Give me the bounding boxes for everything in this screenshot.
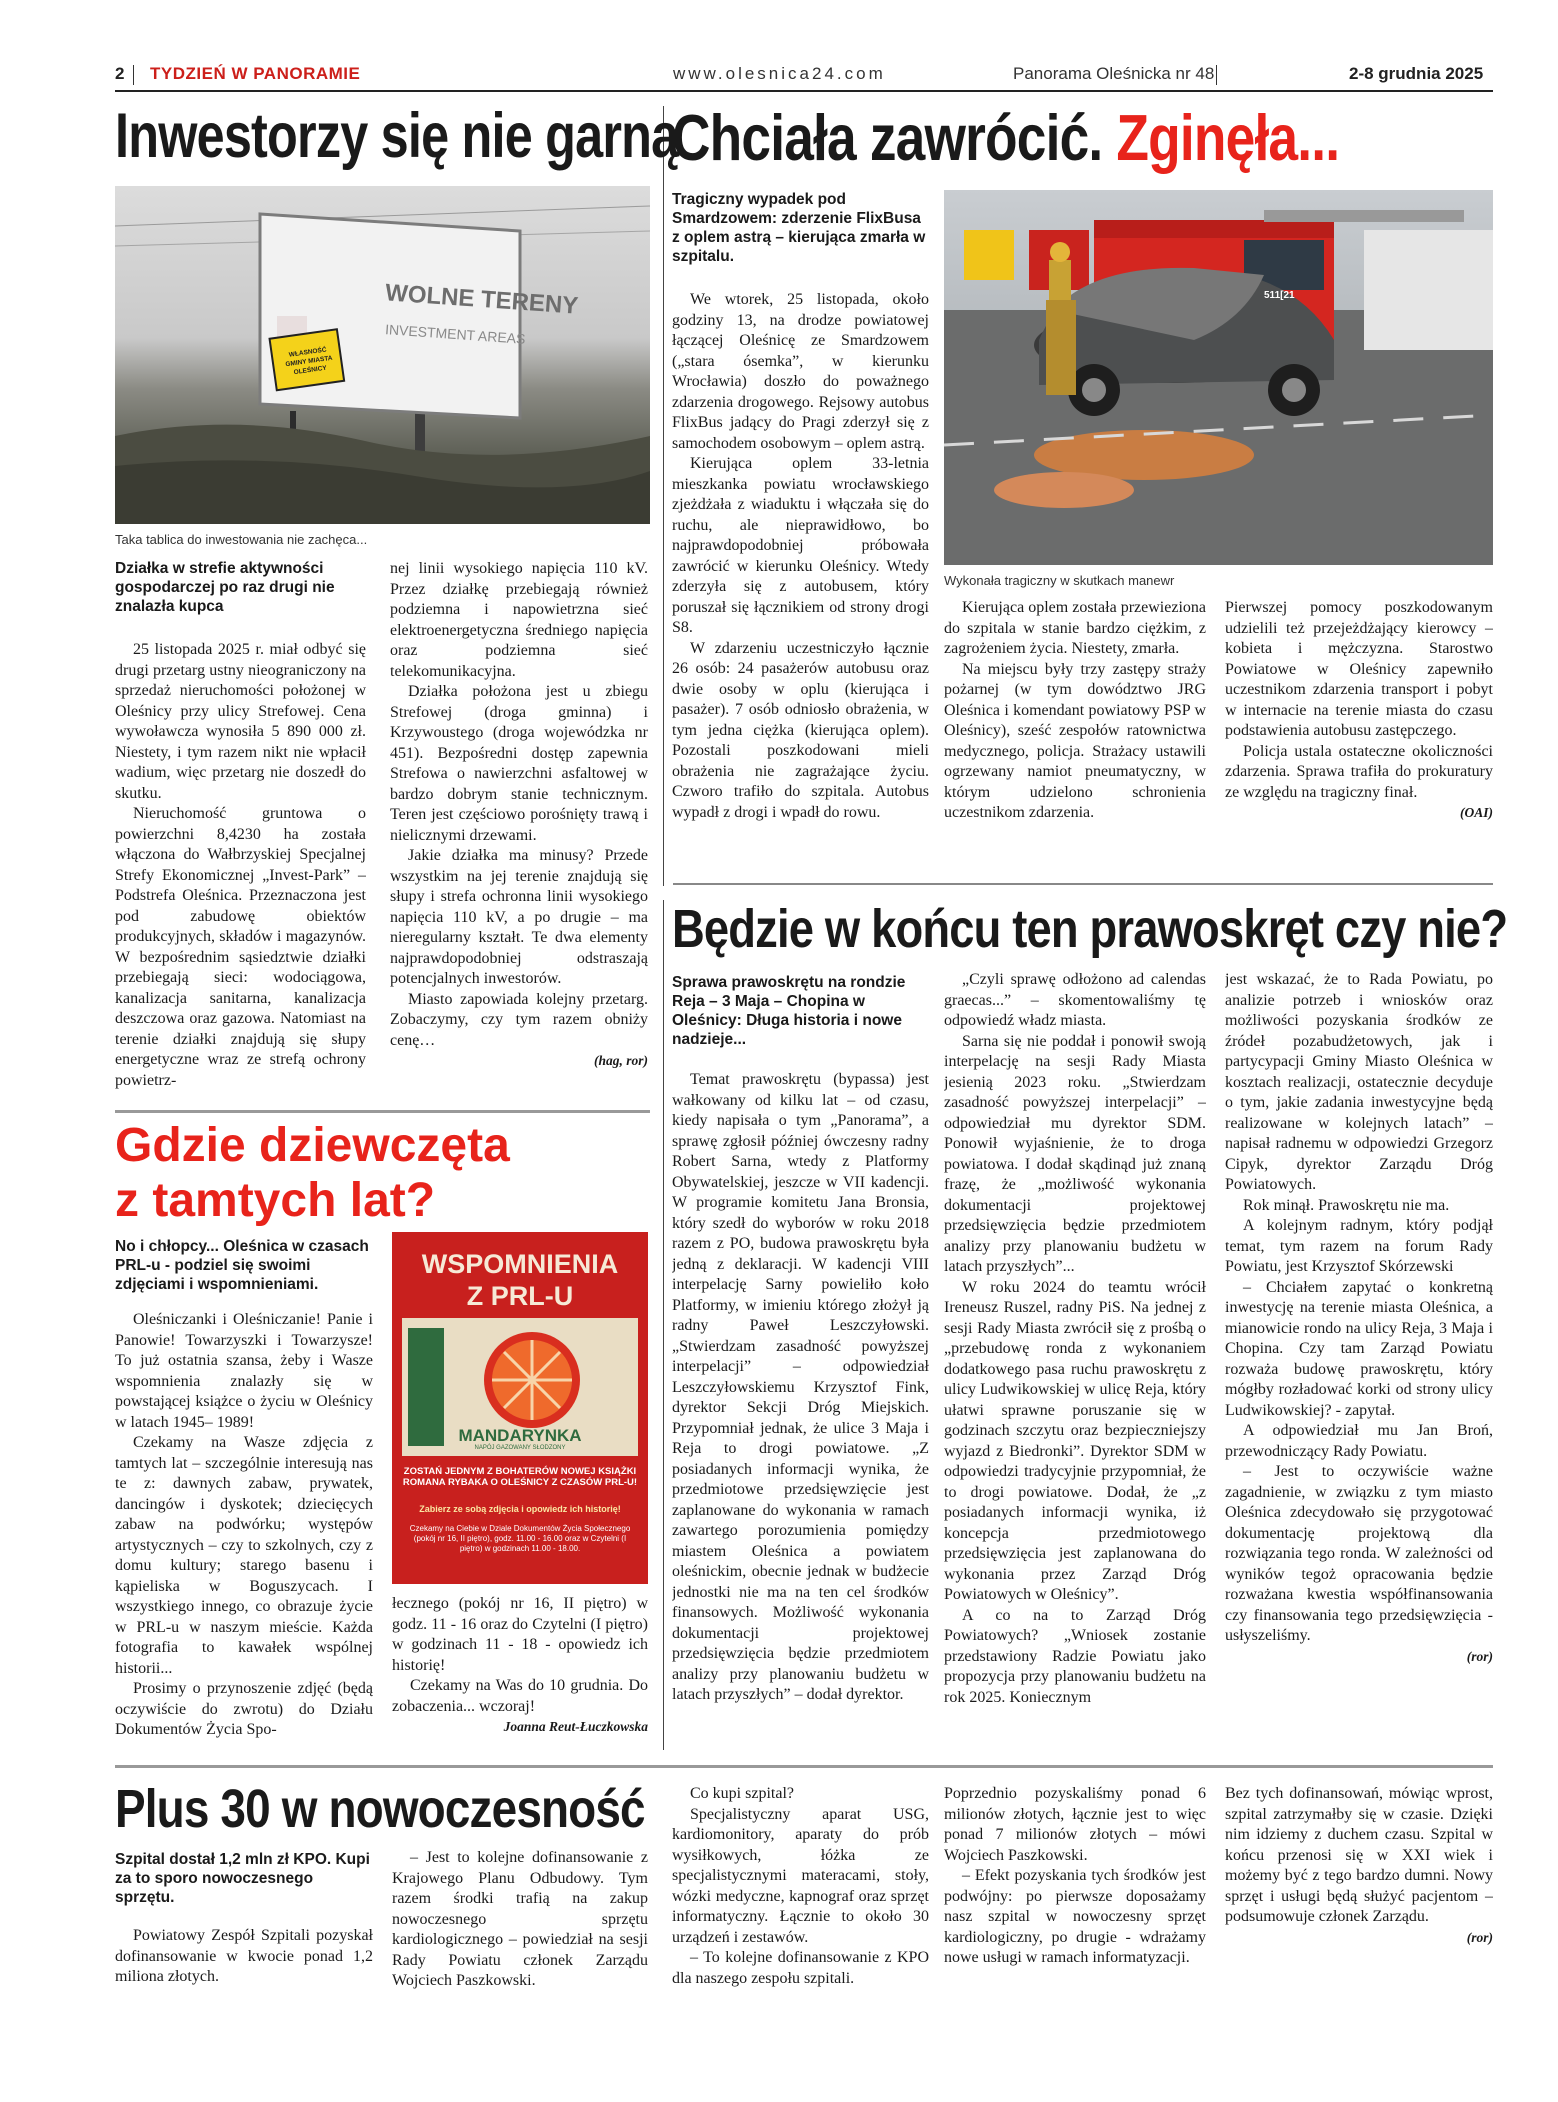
crash-photo xyxy=(944,190,1493,565)
crash-illustration xyxy=(944,190,1493,565)
section-separator xyxy=(115,1110,650,1113)
page-number: 2 xyxy=(115,64,125,83)
header-divider-2 xyxy=(1216,65,1217,85)
paragraph: Poprzednio pozyskaliśmy ponad 6 milionów złotych, łącznie jest to więc ponad 7 milionów złotych – mówi Wojciech Paszkowski. xyxy=(944,1785,1206,1864)
paragraph: Specjalistyczny aparat USG, kardiomonitory, aparaty do prób wysiłkowych, łóżka ze specjalistycznymi materacami, stoły, wózki medyczne, kapnograf oraz sprzęt informatyczny. Łącznie to około 30 urządzeń i zestawów. xyxy=(672,1805,929,1946)
paragraph: Czekamy na Was do 10 grudnia. Do zobaczenia... wczoraj! xyxy=(392,1677,648,1715)
article-lead: Tragiczny wypadek pod Smardzowem: zderzenie FlixBusa z oplem astrą – kierująca zmarła w szpitalu. xyxy=(672,191,926,265)
paragraph: Rok minął. Prawoskrętu nie ma. xyxy=(1243,1196,1450,1214)
article-column xyxy=(1225,1784,1493,2084)
poster-label xyxy=(402,1318,638,1456)
billboard-text: WOLNE TERENY xyxy=(384,279,580,320)
paragraph: Oleśniczanki i Oleśniczanie! Panie i Panowie! Towarzyszki i Towarzysze! To już ostatnia szansa, żeby i Wasze wspomnienia znalazły się w powstającej książce o życiu w Oleśnicy w latach 1945– 1989! xyxy=(115,1311,373,1431)
paragraph: Na miejscu były trzy zastępy straży pożarnej (w tym dowództwo JRG Oleśnica i komendant powiatowy PSP w Oleśnicy), sześć zespołów ratownictwa medycznego, policja. Strażacy ustawili ogrzewany namiot pneumatyczny, w którym udzielono schronienia uczestnikom zdarzenia. xyxy=(944,660,1206,821)
poster-small-text: NAPÓJ GAZOWANY SŁODZONY xyxy=(474,1445,566,1451)
billboard-photo xyxy=(115,186,650,524)
paragraph: Jakie działka ma minusy? Przede wszystkim na jej terenie znajdują się słupy i strefa ochronna linii wysokiego napięcia 110 kV, a po drugie – ma nieregularny kształt. Te dwa elementy najprawdopodobniej odstraszają potencjalnych inwestorów. xyxy=(390,847,648,987)
article-column xyxy=(392,1848,648,2078)
website-link[interactable]: www.olesnica24.com xyxy=(673,64,886,83)
article-column xyxy=(672,290,929,870)
article-title xyxy=(672,100,1339,175)
title-red: Zginęła... xyxy=(1116,101,1340,174)
paragraph: Bez tych dofinansowań, mówiąc wprost, szpital zatrzymałby się w czasie. Dzięki nim idziemy z duchem czasu. Szpital w końcu przenosi się w XXI wiek i możemy być z tego bardzo dumni. Nowy sprzęt i usługi będą służyć pacjentom – podsumowuje członek Zarządu. xyxy=(1225,1785,1493,1925)
author-signature: (ror) xyxy=(1466,1929,1493,1945)
paragraph: Miasto zapowiada kolejny przetarg. Zobaczymy, czy tym razem obniży cenę… xyxy=(390,990,648,1049)
paragraph: Nieruchomość gruntowa o powierzchni 8,4230 ha została włączona do Wałbrzyskiej Specjalnej Strefy Ekonomicznej „Invest-Park” – Podstrefa Oleśnica. Przeznaczona jest pod zabudowę obiektów produkcyjnych, składów i magazynów. W bezpośrednim sąsiedztwie działki przebiegają sieci: wodociągowa, kanalizacja sanitarna, kanalizacja deszczowa oraz gazowa. Natomiast na terenie działki znajdują się słupy energetyczne wraz ze strefą ochrony powietrz- xyxy=(115,805,366,1089)
paragraph: nej linii wysokiego napięcia 110 kV. Przez działkę przebiegają również podziemna i napowietrzna sieć elektroenergetyczna średniego napięcia oraz podziemna sieć telekomunikacyjna. xyxy=(390,560,648,680)
article-lead: Szpital dostał 1,2 mln zł KPO. Kupi za to sporo nowoczesnego sprzętu. xyxy=(115,1851,370,1906)
paragraph: – Chciałem zapytać o konkretną inwestycję na terenie miasta Oleśnica, a mianowicie rondo na ulicy Reja, 3 Maja i Chopina. Czy tam Zarząd Powiatu rozważa budowę prawoskrętu, który mógłby rozładować korki od strony ulicy Ludwikowskiej? - zapytał. xyxy=(1225,1278,1493,1419)
column-separator xyxy=(663,900,664,1750)
issue-number: Panorama Oleśnicka nr 48 xyxy=(1013,64,1215,83)
column-separator xyxy=(663,106,664,886)
poster-cta: ZOSTAŃ JEDNYM Z BOHATERÓW NOWEJ KSIĄŻKI ROMANA RYBAKA O OLEŚNICY Z CZASÓW PRL-U! xyxy=(402,1466,638,1488)
article-column xyxy=(672,1784,929,2084)
article-title: Inwestorzy się nie garną xyxy=(115,101,679,171)
photo-caption: Wykonała tragiczny w skutkach manewr xyxy=(944,573,1175,588)
page-header xyxy=(115,62,1493,88)
article-column xyxy=(1225,970,1493,1750)
paragraph: A co na to Zarząd Dróg Powiatowych? „Wniosek zostanie przedstawiony Radzie Powiatu jako propozycja przy planowaniu budżetu na rok 2025. Koniecznym xyxy=(944,1606,1206,1706)
article-column xyxy=(944,1784,1206,2084)
article-column xyxy=(115,1310,373,1750)
poster-brand: MANDARYNKA xyxy=(458,1426,582,1445)
article-column xyxy=(1225,598,1493,870)
section-separator xyxy=(115,1765,1493,1768)
article-title: Będzie w końcu ten prawoskręt czy nie? xyxy=(672,899,1508,959)
billboard-illustration xyxy=(115,186,650,524)
article-title xyxy=(115,1118,510,1228)
issue-date: 2-8 grudnia 2025 xyxy=(1349,64,1484,83)
section-separator xyxy=(673,883,1493,885)
title-black: Chciała zawrócić. xyxy=(672,101,1103,174)
paragraph: W zdarzeniu uczestniczyło łącznie 26 osób: 24 pasażerów autobusu oraz dwie osoby w oplu (kierująca i pasażer). 7 osób odniosło obrażenia, w tym jedna ciężka (kierująca oplem). Pozostali poszkodowani mieli obrażenia nie zagrażające życiu. Czworo trafiło do szpitala. Autobus wypadł z drogi i wpadł do rowu. xyxy=(672,639,929,821)
poster-info: Czekamy na Ciebie w Dziale Dokumentów Życia Społecznego (pokój nr 16, II piętro), godz. 11.00 - 16.00 oraz w Czytelni (I piętro) w godzinach 11.00 - 18.00. xyxy=(409,1524,631,1553)
article-column xyxy=(115,640,366,1095)
article-column xyxy=(944,598,1206,870)
paragraph: – Jest to oczywiście ważne zagadnienie, w związku z tym miasto Oleśnica zdecydowało się przygotować dokumentację projektową dla rozwiązania tego ronda. W zależności od wyników tegoż opracowania będzie rozważana kwestia współfinansowania czy finansowania tego przedsięwzięcia - usłyszeliśmy. xyxy=(1225,1463,1493,1644)
paragraph: W roku 2024 do teamtu wrócił Ireneusz Ruszel, radny PiS. Na jednej z sesji Rady Miasta zwrócił się z prośbą o „przebudowę ronda z wykonaniem dodatkowego pasa ruchu prawoskrętu z ulicy Ludwikowskiej w ulicę Reja, który ułatwi sprawne poruszanie się w godzinach szczytu oraz bezpieczniejszy wyjazd z Biedronki”. Dyrektor SDM w odpowiedzi tradycyjnie przypomniał, że to drogi powiatowe. Dodał, że „z posiadanych informacji wynika, iż koncepcja przedmiotowego przedsięwzięcia jest zaplanowana do wykonania przez Zarząd Dróg Powiatowych w Oleśnicy”. xyxy=(944,1278,1206,1603)
article-column xyxy=(944,970,1206,1750)
paragraph: Sarna się nie poddał i ponowił swoją interpelację na sesji Rady Miasta jesienią 2023 roku. „Stwierdzam zasadność powyższej interpelacji” – odpowiedział mu dyrektor SDM. Ponowił wyjaśnienie, że to droga powiatowa. I dodał skądinąd już znaną frazę, że „możliwość wykonania dokumentacji projektowej przedsięwzięcia będzie przedmiotem analizy przy planowaniu budżetu w latach przyszłych”... xyxy=(944,1032,1206,1275)
author-signature: Joanna Reut-Łuczkowska xyxy=(503,1719,648,1734)
billboard-subtext: INVESTMENT AREAS xyxy=(384,321,526,347)
poster-title-line: Z PRL-U xyxy=(466,1281,574,1311)
header-divider xyxy=(133,65,134,85)
paragraph: – To kolejne dofinansowanie z KPO dla naszego zespołu szpitali. xyxy=(672,1949,929,1987)
article-column xyxy=(390,559,648,1099)
paragraph: Prosimy o przynoszenie zdjęć (będą oczywiście do zwrotu) do Działu Dokumentów Życia Spo- xyxy=(115,1680,373,1738)
paragraph: Policja ustala ostateczne okoliczności zdarzenia. Sprawa trafiła do prokuratury ze względu na tragiczny finał. xyxy=(1225,742,1493,801)
photo-caption: Taka tablica do inwestowania nie zachęca... xyxy=(115,532,368,547)
paragraph: 25 listopada 2025 r. miał odbyć się drugi przetarg ustny nieograniczony na sprzedaż nieruchomości położonej w Oleśnicy przy ulicy Strefowej. Cena wywoławcza wynosiła 5 890 000 zł. Niestety, i tym razem nikt nie wpłacił wadium, więc przetarg nie doszedł do skutku. xyxy=(115,641,366,802)
paragraph: – Jest to kolejne dofinansowanie z Krajowego Planu Odbudowy. Tym razem środki trafią na zakup nowoczesnego sprzętu kardiologicznego – powiedział na sesji Rady Powiatu członek Zarządu Wojciech Paszkowski. xyxy=(392,1849,648,1989)
poster-title xyxy=(392,1248,648,1312)
article-column xyxy=(115,1926,373,2076)
title-line: z tamtych lat? xyxy=(115,1174,436,1227)
article-lead: No i chłopcy... Oleśnica w czasach PRL-u - podziel się swoimi zdjęciami i wspomnieniami. xyxy=(115,1238,369,1293)
paragraph: jest wskazać, że to Rada Powiatu, po analizie potrzeb i wniosków oraz możliwości pozyskania środków ze źródeł pozabudżetowych, jak i partycypacji Gminy Miasto Oleśnica w kosztach realizacji, ostatecznie decyduje o tym, jakie zadania inwestycyjne będą realizowane w kolejnych latach” – napisał radnemu w odpowiedzi Grzegorz Cipyk, dyrektor Zarządu Dróg Powiatowych. xyxy=(1225,971,1493,1193)
paragraph: Co kupi szpital? xyxy=(690,1785,794,1802)
paragraph: Kierująca oplem została przewieziona do szpitala w stanie bardzo ciężkim, z zagrożeniem życia. Niestety, zmarła. xyxy=(944,599,1206,657)
paragraph: We wtorek, 25 listopada, około godziny 13, na drodze powiatowej łączącej Oleśnicę ze Smardzowem („stara ósemka”, w kierunku Wrocławia) doszło do poważnego zdarzenia drogowego. Rejsowy autobus FlixBus jadący do Pragi zderzył się z samochodem osobowym – oplem astrą. xyxy=(672,291,929,452)
article-column xyxy=(392,1594,648,1750)
article-column xyxy=(672,1070,929,1750)
ownership-sign: WŁASNOŚĆ GMINY MIASTA OLEŚNICY xyxy=(285,346,333,377)
paragraph: łecznego (pokój nr 16, II piętro) w godz. 11 - 16 oraz do Czytelni (I piętro) w godzinach 11 - 18 - opowiedz ich historię! xyxy=(392,1595,648,1674)
paragraph: – Efekt pozyskania tych środków jest podwójny: po pierwsze doposażamy nasz szpital w nowoczesny sprzęt kardiologiczny, po drugie - wdrażamy nowe usługi w ramach informatyzacji. xyxy=(944,1867,1206,1966)
article-lead: Sprawa prawoskrętu na rondzie Reja – 3 Maja – Chopina w Oleśnicy: Długa historia i nowe nadzieje... xyxy=(672,974,906,1048)
paragraph: Czekamy na Wasze zdjęcia z tamtych lat – szczególnie interesują nas te z: dawnych zabaw, prywatek, dancingów i dyskotek; dziecięcych zabaw na podwórku; występów artystycznych – czy to szkolnych, czy z domu kultury; starego basenu i kąpieliska w Boguszycach. I wszystkiego innego, co obrazuje życie w PRL-u w naszym mieście. Każda fotografia to kawałek wspólnej historii... xyxy=(115,1434,373,1677)
paragraph: A odpowiedział mu Jan Broń, przewodniczący Rady Powiatu. xyxy=(1225,1422,1493,1460)
paragraph: A kolejnym radnym, który podjął temat, tym razem na forum Rady Powiatu, jest Krzysztof Skórzewski xyxy=(1225,1217,1493,1275)
author-signature: (OAI) xyxy=(1460,805,1493,820)
poster-cta-secondary: Zabierz ze sobą zdjęcia i opowiedz ich historię! xyxy=(419,1504,621,1514)
article-title: Plus 30 w nowoczesność xyxy=(115,1779,645,1839)
paragraph: Temat prawoskrętu (bypassa) jest wałkowany od kilku lat – od czasu, kiedy napisała o tym „Panorama”, a sprawę zgłosił później ówczesny radny Robert Sarna, wtedy z Platformy Obywatelskiej, jeszcze w VII kadencji. W programie komitetu Jana Bronsia, który szedł do wyborów w roku 2018 razem z PO, budowa prawoskrętu była jedną z deklaracji. W kadencji VIII interpelację Sarny powieliło koło Platformy, w imieniu którego złożył ją radny Paweł Leszczyłowski. „Stwierdzam zasadność powyższej interpelacji” – odpowiedział Leszczyłowskiemu Krzysztof Fink, dyrektor Sekcji Dróg Miejskich. Przypomniał jednak, że ulice 3 Maja i Reja to drogi powiatowe. „Z posiadanych informacji wynika, że przedmiotowe przedsięwzięcie jest zaplanowane do wykonania w ramach zawartego porozumienia pomiędzy miastem Oleśnica a powiatem oleśnickim, obecnie jednak w budżecie jednostki nie ma na ten cel środków finansowych. Możliwość wykonania dokumentacji projektowej przedsięwzięcia będzie przedmiotem analizy przy planowaniu budżetu w latach przyszłych” – dodał dyrektor. xyxy=(672,1071,929,1703)
header-rule xyxy=(115,90,1493,92)
author-signature: (ror) xyxy=(1466,1648,1493,1664)
article-lead: Działka w strefie aktywności gospodarczej po raz drugi nie znalazła kupca xyxy=(115,560,335,615)
paragraph: Powiatowy Zespół Szpitali pozyskał dofinansowanie w kwocie ponad 1,2 miliona złotych. xyxy=(115,1927,373,1985)
poster-title-line: WSPOMNIENIA xyxy=(421,1249,619,1279)
poster-image xyxy=(392,1232,648,1584)
paragraph: Pierwszej pomocy poszkodowanym udzielili też przejeżdżający kierowcy – kobieta i mężczyzna. Starostwo Powiatowe w Oleśnicy zapewniło uczestnikom zdarzenia transport i pobyt w internacie na terenie miasta do czasu podstawienia autobusu zastępczego. xyxy=(1225,599,1493,739)
fire-truck-number: 511[21 xyxy=(1264,290,1295,301)
paragraph: Kierująca oplem 33-letnia mieszkanka powiatu wrocławskiego zjeżdżała z wiaduktu i włączała się do ruchu, ale nieprawidłowo, bo najprawdopodobniej próbowała zawrócić w kierunku Oleśnicy. Wtedy zderzyła się z autobusem, który poruszał się łącznikiem od strony drogi S8. xyxy=(672,455,929,636)
title-line: Gdzie dziewczęta xyxy=(115,1119,510,1172)
paragraph: Działka położona jest u zbiegu Strefowej (droga gminna) i Krzywoustego (droga wojewódzka nr 451). Bezpośredni dostęp zapewnia Strefowa o nawierzchni asfaltowej w bardzo dobrym stanie technicznym. Teren jest częściowo porośnięty trawą i nielicznymi drzewami. xyxy=(390,683,648,844)
author-signature: (hag, ror) xyxy=(593,1053,648,1068)
section-title: TYDZIEŃ W PANORAMIE xyxy=(150,64,361,83)
paragraph: „Czyli sprawę odłożono ad calendas graecas...” – skomentowaliśmy tę odpowiedź władz miasta. xyxy=(944,971,1206,1029)
